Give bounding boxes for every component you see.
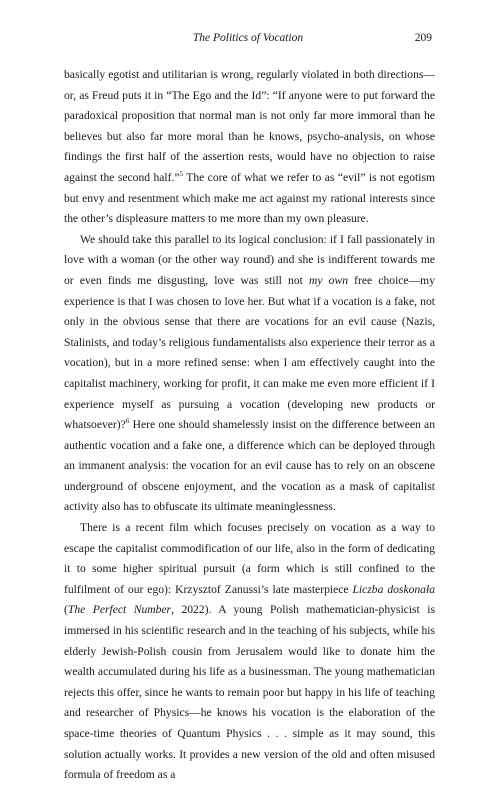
paragraph-2-emphasis: my own bbox=[309, 273, 349, 287]
paragraph-2-text-b: free choice—my experience is that I was chosen to love her. But what if a vocation is a fake, not only in the obvious sense that there are vocations for an evil cause (Nazis, Stalinists, and today’s religious fundamentalists also experience their terror as a vocation), but in a more refined sense: when I am effectively caught into the capitalist machinery, working for profit, it can make me even more efficient if I experience myself as pursuing a vocation (developing new products or whatsoever)? bbox=[64, 273, 435, 432]
paragraph-2-text-a: We should take this parallel to its logical conclusion: if I fall passionately in love with a woman (or the other way round) and she is indifferent towards me or even finds me disgusting, love was still not bbox=[64, 232, 435, 287]
paragraph-1-text-a: basically egotist and utilitarian is wrong, regularly violated in both directions—or, as Freud puts it in “The Ego and the Id”: “If anyone were to put forward the paradoxical proposition that normal man is not only far more immoral than he believes but also far more moral than he knows, psycho-analysis, on whose findings the first half of the assertion rests, would have no objection to raise against the second half.” bbox=[64, 68, 435, 184]
paragraph-3-text-b: ( bbox=[64, 603, 68, 617]
page-header bbox=[64, 32, 432, 50]
film-title-english: The Perfect Number bbox=[67, 603, 172, 617]
footnote-ref-6: 6 bbox=[125, 417, 130, 426]
paragraph-3 bbox=[64, 518, 435, 786]
page-number: 209 bbox=[414, 32, 432, 44]
paragraph-2-text-c: Here one should shamelessly insist on the difference between an authentic vocation and a fake one, a difference which can be deployed through an immanent analysis: the vocation for an evil cause has to rely on an obscene underground of obscene enjoyment, and the vocation as a mask of capitalist activity also has to obfuscate its ultimate meaninglessness. bbox=[64, 418, 435, 514]
body-text bbox=[64, 65, 435, 786]
film-title-polish: Liczba doskonała bbox=[352, 582, 435, 596]
footnote-ref-5: 5 bbox=[179, 170, 184, 179]
running-head: The Politics of Vocation bbox=[192, 32, 304, 44]
paragraph-2 bbox=[64, 230, 435, 518]
paragraph-3-text-a: There is a recent film which focuses precisely on vocation as a way to escape the capitalist commodification of our life, also in the form of dedicating it to some higher spiritual pursuit (a form which is still confined to the fulfilment of our ego): Krzysztof Zanussi’s late masterpiece bbox=[64, 521, 435, 596]
paragraph-1 bbox=[64, 65, 435, 230]
paragraph-1-text-b: The core of what we refer to as “evil” is not egotism but envy and resentment which make me act against my rational interests since the other’s displeasure matters to me more than my own pleasure. bbox=[64, 170, 436, 226]
paragraph-3-text-c: , 2022). A young Polish mathematician-physicist is immersed in his scientific research and in the teaching of his subjects, while his elderly Jewish-Polish cousin from Jerusalem would like to donate him the wealth accumulated during his life as a businessman. The young mathematician rejects this offer, since he wants to remain poor but happy in his life of teaching and researcher of Physics—he knows his vocation is the elaboration of the space-time theories of Quantum Physics . . . simple as it may sound, this solution actually works. It provides a new version of the old and often misused formula of freedom as a bbox=[64, 603, 435, 782]
